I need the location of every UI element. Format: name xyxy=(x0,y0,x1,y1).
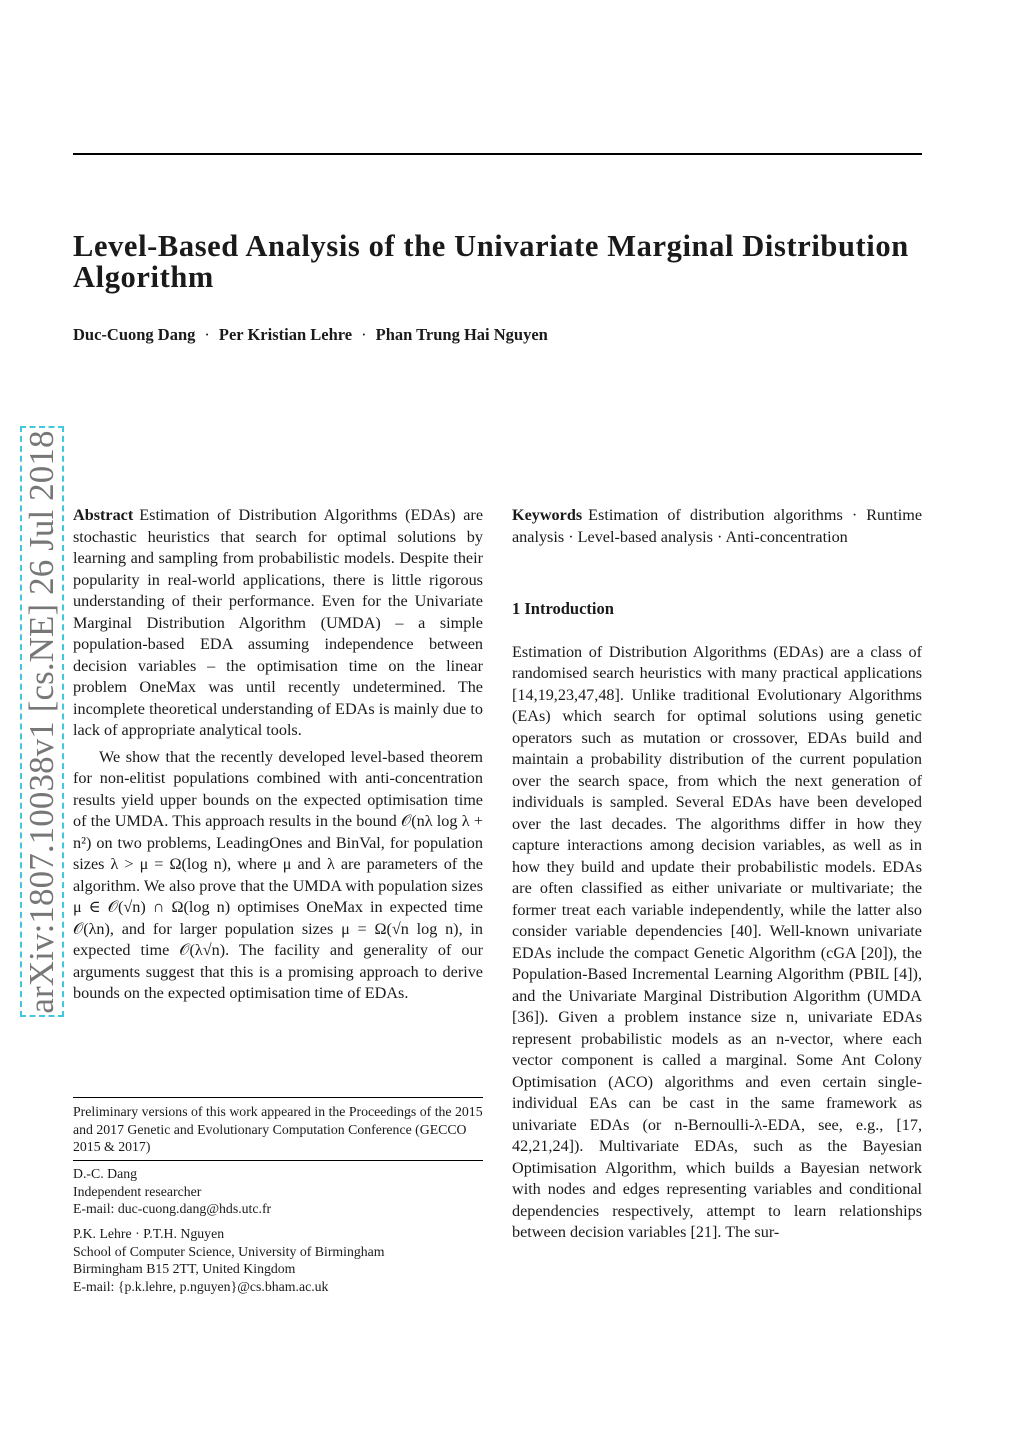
affiliation-rule xyxy=(73,1160,483,1161)
author-separator: · xyxy=(204,325,210,344)
abstract-block xyxy=(73,505,483,1005)
affiliation-email: E-mail: duc-cuong.dang@hds.utc.fr xyxy=(73,1201,272,1216)
affiliation-dept: School of Computer Science, University of Birmingham xyxy=(73,1243,385,1259)
top-rule xyxy=(73,153,922,155)
keywords-text: Estimation of distribution algorithms · Runtime analysis · Level-based analysis · Anti-concentration xyxy=(512,506,922,546)
abstract-text-1: Estimation of Distribution Algorithms (EDAs) are stochastic heuristics that search for optimal solutions by learning and sampling from probabilistic models. Despite their popularity in real-world applications, there is little rigorous understanding of their performance. Even for the Univariate Marginal Distribution Algorithm (UMDA) – a simple population-based EDA assuming independence between decision variables – the optimisation time on the linear problem OneMax was until recently undetermined. The incomplete theoretical understanding of EDAs is mainly due to lack of appropriate analytical tools. xyxy=(73,506,483,739)
author-separator: · xyxy=(361,325,367,344)
paper-title: Level-Based Analysis of the Univariate Marginal Distribution Algorithm xyxy=(73,229,909,294)
affiliation-name: D.-C. Dang xyxy=(73,1166,137,1181)
affiliation-email: E-mail: {p.k.lehre, p.nguyen}@cs.bham.ac.uk xyxy=(73,1278,329,1294)
arxiv-stamp xyxy=(20,426,64,1017)
footnote-rule xyxy=(73,1097,483,1098)
affiliation-lehre-nguyen xyxy=(73,1225,483,1295)
keywords-label: Keywords xyxy=(512,506,583,524)
affiliation-dang xyxy=(73,1165,483,1218)
abstract-paragraph-1 xyxy=(73,505,483,742)
abstract-label: Abstract xyxy=(73,506,134,524)
author-name: Duc-Cuong Dang xyxy=(73,325,196,344)
keywords xyxy=(512,505,922,548)
footnote: Preliminary versions of this work appeared in the Proceedings of the 2015 and 2017 Genetic and Evolutionary Computation Conference (GECCO 2015 & 2017) xyxy=(73,1104,483,1154)
abstract-paragraph-2: We show that the recently developed level-based theorem for non-elitist populations combined with anti-concentration results yield upper bounds on the expected optimisation time of the UMDA. This approach results in the bound 𝒪(nλ log λ + n²) on two problems, LeadingOnes and BinVal, for population sizes λ > μ = Ω(log n), where μ and λ are parameters of the algorithm. We also prove that the UMDA with population sizes μ ∈ 𝒪(√n) ∩ Ω(log n) optimises OneMax in expected time 𝒪(λn), and for larger population sizes μ = Ω(√n log n), in expected time 𝒪(λ√n). The facility and generality of our arguments suggest that this is a promising approach to derive bounds on the expected optimisation time of EDAs. xyxy=(73,747,483,1002)
section-heading-introduction: 1 Introduction xyxy=(512,599,614,618)
affiliation-names: P.K. Lehre · P.T.H. Nguyen xyxy=(73,1226,225,1241)
author-name: Per Kristian Lehre xyxy=(218,325,353,344)
author-list xyxy=(73,325,548,345)
introduction-text: Estimation of Distribution Algorithms (EDAs) are a class of randomised search heuristics with many practical applications [14,19,23,47,48]. Unlike traditional Evolutionary Algorithms (EAs) which search for optimal solutions using genetic operators such as mutation or crossover, EDAs build and maintain a probability distribution of the current population over the search space, from which the next generation of individuals is sampled. Several EDAs have been developed over the last decades. The algorithms differ in how they capture interactions among decision variables, as well as in how they build and update their probabilistic models. EDAs are often classified as either univariate or multivariate; the former treat each variable independently, while the latter also consider variable dependencies [40]. Well-known univariate EDAs include the compact Genetic Algorithm (cGA [20]), the Population-Based Incremental Learning Algorithm (PBIL [4]), and the Univariate Marginal Distribution Algorithm (UMDA [36]). Given a problem instance size n, univariate EDAs represent probabilistic models as an n-vector, where each vector component is called a marginal. Some Ant Colony Optimisation (ACO) algorithms and even certain single-individual EAs can be cast in the same framework as univariate EDAs (or n-Bernoulli-λ-EDA, see, e.g., [17, 42,21,24]). Multivariate EDAs, such as the Bayesian Optimisation Algorithm, which builds a Bayesian network with nodes and edges representing variables and conditional dependencies respectively, attempt to learn relationships between decision variables [21]. The sur- xyxy=(512,642,922,1241)
author-name: Phan Trung Hai Nguyen xyxy=(375,325,548,344)
affiliation-org: Independent researcher xyxy=(73,1183,202,1199)
affiliation-city: Birmingham B15 2TT, United Kingdom xyxy=(73,1261,296,1276)
right-column xyxy=(512,505,922,1244)
arxiv-id: arXiv:1807.10038v1 [cs.NE] 26 Jul 2018 xyxy=(22,429,61,1014)
